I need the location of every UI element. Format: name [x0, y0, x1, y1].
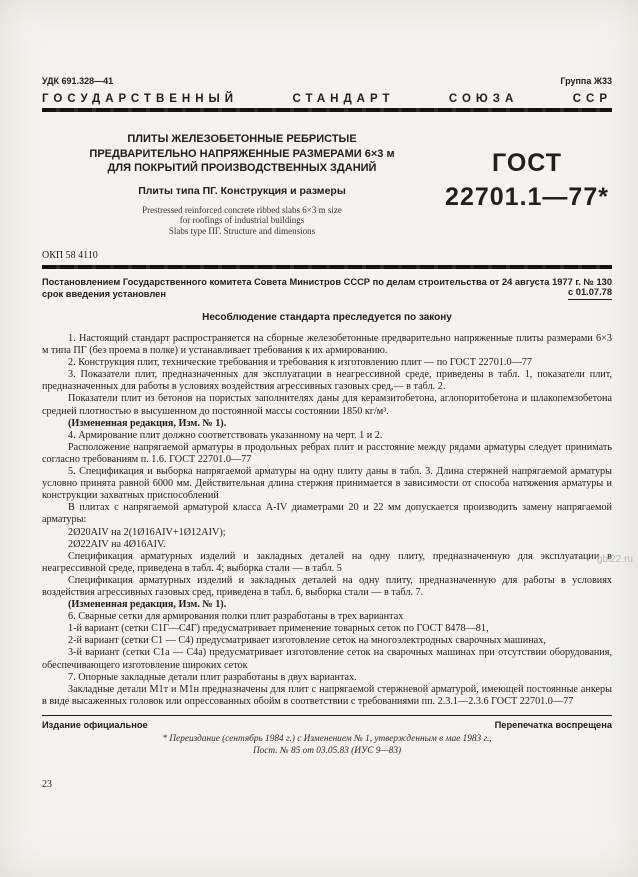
body-paragraph: Спецификация арматурных изделий и закладных деталей на одну плиту, предназначенную для эксплуатации в неагрессивной среде, приведена в табл. 4; выборка стали — в табл. 5 — [42, 550, 612, 574]
body-paragraph: В плитах с напрягаемой арматурой класса A-IV диаметрами 20 и 22 мм допускается производить замену напрягаемой арматуры: — [42, 502, 612, 526]
subtitle: Плиты типа ПГ. Конструкция и размеры — [138, 184, 346, 197]
footnote-line-1: * Переиздание (сентябрь 1984 г.) с Изменением № 1, утвержденным в мае 1983 г., — [162, 734, 492, 745]
body-paragraph: Расположение напрягаемой арматуры в продольных ребрах плит и расстояние между рядами арматуры следует принимать согласно требованиям п. 1.6. ГОСТ 22701.0—77 — [42, 441, 612, 465]
gost-label: ГОСТ — [492, 149, 562, 177]
body-text — [42, 333, 612, 708]
effective-date: с 01.07.78 — [568, 286, 612, 300]
footnote-line-2: Пост. № 85 от 03.05.83 (ИУС 9—83) — [252, 746, 402, 757]
body-paragraph: Показатели плит из бетонов на пористых заполнителях даны для керамзитобетона, аглопоритобетона и шлакопемзобетона средней плотностью в высушенном до постоянной массы состоянии 1850 кг/м³. — [42, 393, 612, 417]
okp-code: ОКП 58 4110 — [42, 250, 98, 261]
decree-block — [42, 276, 612, 300]
body-paragraph: 2-й вариант (сетки С1 — С4) предусматривает изготовление сеток на многоэлектродных сварочных машинах, — [68, 635, 546, 647]
body-paragraph: 3-й вариант (сетки С1а — С4а) предусматривает изготовление сеток на сварочных машинах при отсутствии оборудования, обеспечивающего изготовление широких сеток — [42, 647, 612, 671]
title-line-2: ПРЕДВАРИТЕЛЬНО НАПРЯЖЕННЫЕ РАЗМЕРАМИ 6×3 м — [89, 147, 395, 160]
body-paragraph: Спецификация арматурных изделий и закладных деталей на одну плиту, предназначенную для работы в условиях воздействия агрессивных газовых сред, приведена в табл. 6, выборка стали — в табл. 7. — [42, 574, 612, 598]
title-block — [42, 132, 442, 236]
decree-text: Постановлением Государственного комитета Совета Министров СССР по делам строительства от 24 августа 1977 г. № 130 срок введения установлен — [42, 277, 612, 299]
title-line-1: ПЛИТЫ ЖЕЛЕЗОБЕТОННЫЕ РЕБРИСТЫЕ — [127, 133, 357, 145]
official-edition-label: Издание официальное — [42, 720, 148, 731]
banner-rule — [42, 108, 612, 112]
body-paragraph: 1. Настоящий стандарт распространяется на сборные железобетонные предварительно напряженные плиты размерами 6×3 м типа ПГ (без проема в полке) и устанавливает требования к их армированию. — [42, 333, 612, 357]
group-code: Группа Ж33 — [560, 76, 612, 86]
footer-row — [42, 720, 612, 730]
state-standard-banner: ГОСУДАРСТВЕННЫЙ СТАНДАРТ СОЮЗА ССР — [42, 93, 612, 105]
reprint-prohibited-label: Перепечатка воспрещена — [494, 720, 612, 731]
rebar-substitution-formula: 2Ø20АIV на 2(1Ø16АIV+1Ø12АIV); — [68, 526, 226, 538]
gost-number: 22701.1—77* — [445, 183, 609, 211]
udk-code: УДК 691.328—41 — [42, 76, 114, 86]
law-notice: Несоблюдение стандарта преследуется по закону — [202, 312, 452, 323]
title-en-line-3: Slabs type ПГ. Structure and dimensions — [168, 225, 316, 236]
reissue-footnote — [42, 733, 612, 757]
title-line-3: ДЛЯ ПОКРЫТИЙ ПРОИЗВОДСТВЕННЫХ ЗДАНИЙ — [107, 162, 377, 174]
title-english — [42, 205, 442, 237]
okp-rule — [42, 265, 612, 269]
amendment-note: (Измененная редакция, Изм. № 1). — [68, 417, 227, 429]
rebar-substitution-formula: 2Ø22АIV на 4Ø16АIV. — [68, 538, 166, 550]
title-area — [42, 132, 612, 236]
body-paragraph: 3. Показатели плит, предназначенных для эксплуатации в неагрессивной среде, приведены в табл. 1, показатели плит, предназначенных для работы в условиях воздействия агрессивных газовых сред,— в табл. 2. — [42, 369, 612, 393]
body-paragraph: 5. Спецификация и выборка напрягаемой арматуры на одну плиту даны в табл. 3. Длина стержней напрягаемой арматуры условно принята равной 6000 мм. Действительная длина стержня принимается в зависимости от способа натяжения арматуры и конструкции захватных приспособлений — [42, 466, 612, 502]
body-paragraph: 2. Конструкция плит, технические требования и требования к изготовлению плит — по ГОСТ 22701.0—77 — [68, 357, 532, 369]
title-en-line-1: Prestressed reinforced concrete ribbed slabs 6×3 m size — [142, 204, 342, 215]
gost-number-block — [442, 132, 612, 236]
title-en-line-2: for roofings of industrial buildings — [179, 215, 305, 225]
footer-rule — [42, 715, 612, 717]
watermark: gbi22.ru — [596, 554, 633, 565]
header-row — [42, 76, 612, 86]
amendment-note: (Измененная редакция, Изм. № 1). — [68, 599, 227, 611]
body-paragraph: Закладные детали М1т и М1н предназначены для плит с напрягаемой стержневой арматурой, имеющей постоянные анкеры в виде высаженных головок или опрессованных обойм в соответствии с требованиями пп. 2.3.1—2.3.6 ГОСТ 22701.0—77 — [42, 683, 612, 707]
body-paragraph: 1-й вариант (сетки С1Г—С4Г) предусматривает применение товарных сеток по ГОСТ 8478—81, — [68, 623, 489, 635]
body-paragraph: 4. Армирование плит должно соответствовать указанному на черт. 1 и 2. — [68, 429, 383, 441]
page-number: 23 — [42, 779, 52, 791]
body-paragraph: 7. Опорные закладные детали плит разработаны в двух вариантах. — [68, 671, 357, 683]
body-paragraph: 6. Сварные сетки для армирования полки плит разработаны в трех вариантах — [68, 611, 404, 623]
